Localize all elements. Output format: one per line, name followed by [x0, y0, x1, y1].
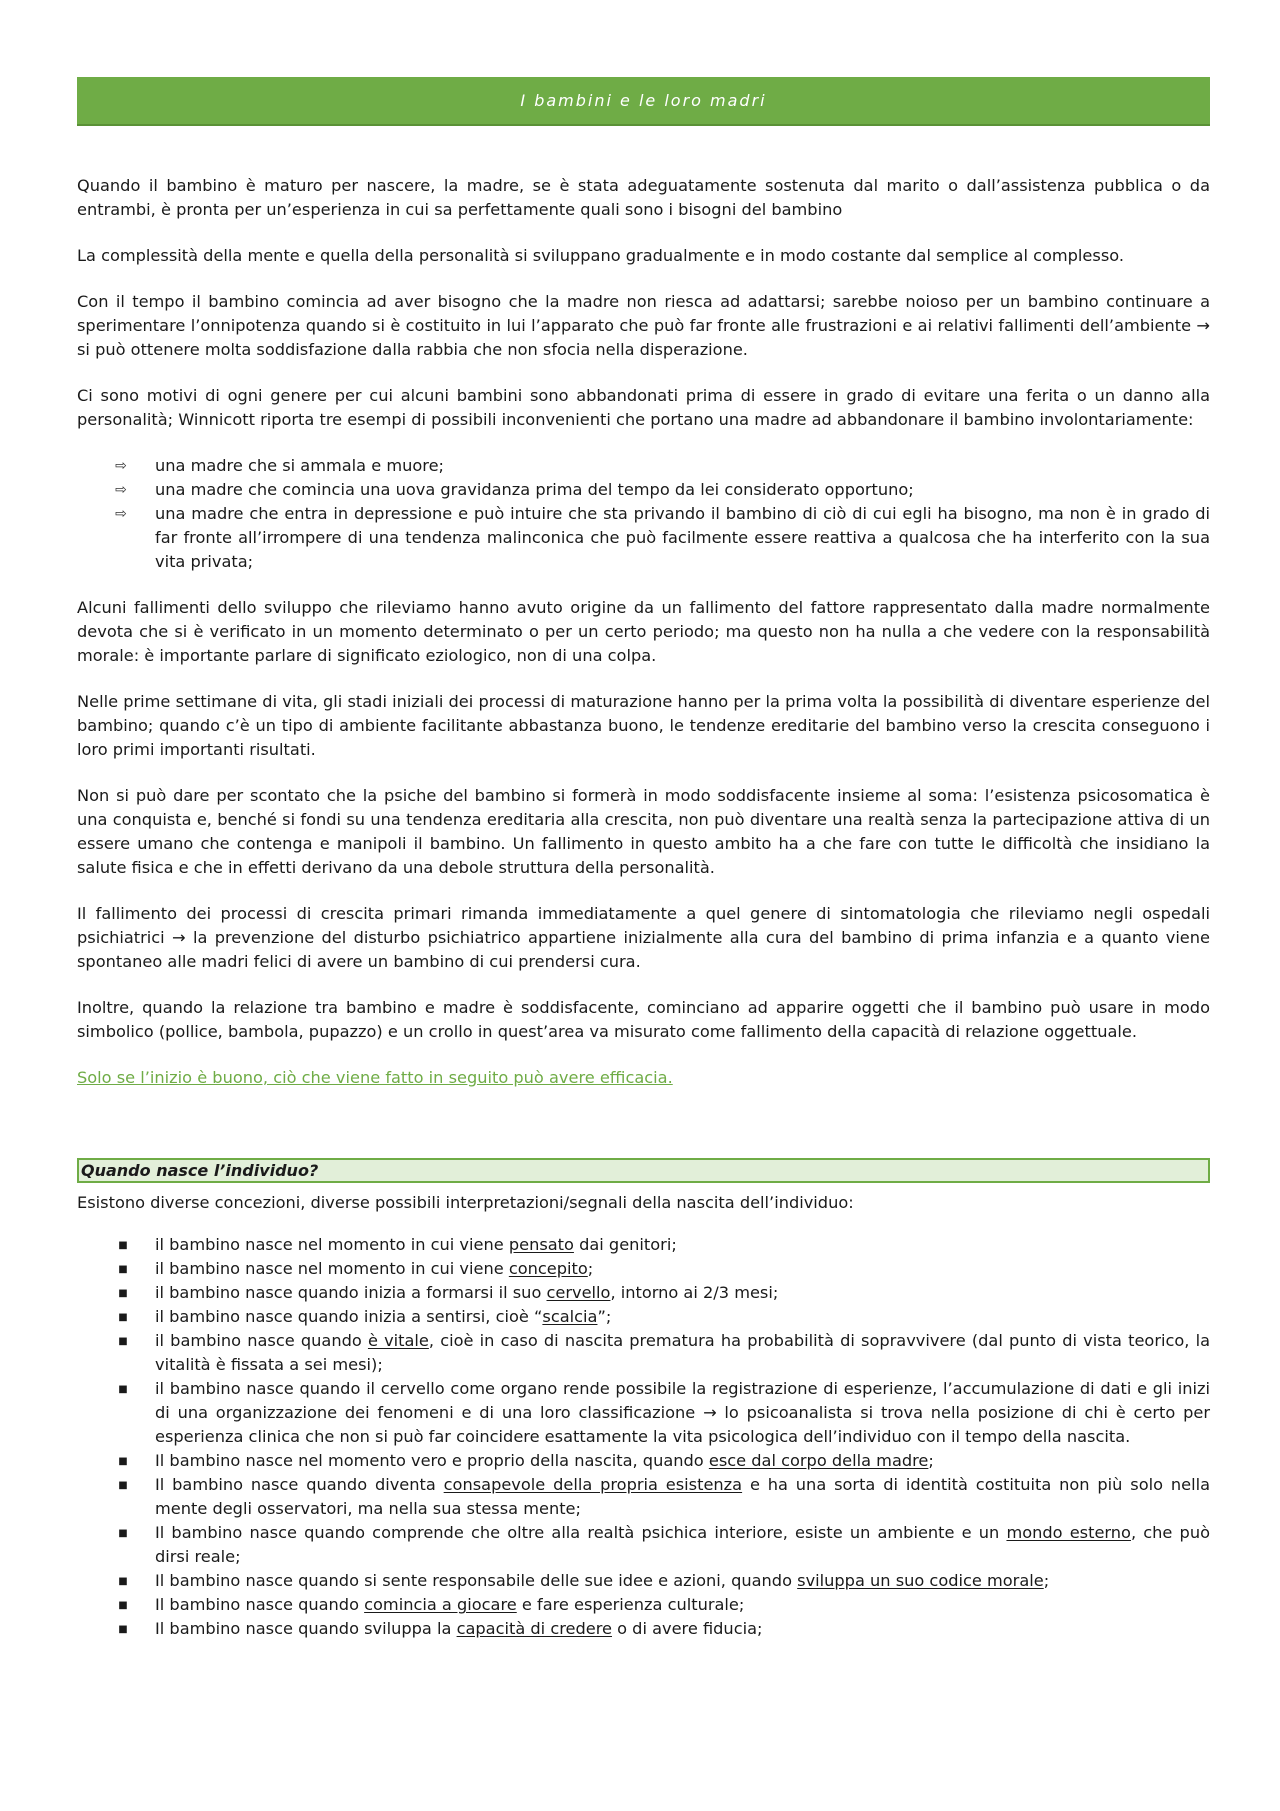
paragraph-7: Non si può dare per scontato che la psiche del bambino si formerà in modo soddisfacente insieme al soma: l’esistenza psicosomatica è una conquista e, benché si fondi su una tendenza ereditaria alla crescita, non può diventare una realtà senza la partecipazione attiva di un essere umano che contenga e manipoli il bambino. Un fallimento in questo ambito ha a che fare con tutte le difficoltà che insidiano la salute fisica e che in effetti derivano da una debole struttura della personalità. — [77, 786, 1210, 877]
closing-statement: Solo se l’inizio è buono, ciò che viene fatto in seguito può avere efficacia. — [77, 1068, 673, 1087]
square-bullet-icon: ■ — [118, 1312, 128, 1323]
arrow-bullet-icon: ⇨ — [115, 482, 127, 498]
list-item: ■ Il bambino nasce quando comprende che oltre alla realtà psichica interiore, esiste un ambiente e un mondo esterno, che può dirsi reale; — [155, 1521, 1210, 1569]
list-item: ■ il bambino nasce quando è vitale, cioè in caso di nascita prematura ha probabilità di sopravvivere (dal punto di vista teorico, la vitalità è fissata a sei mesi); — [155, 1329, 1210, 1377]
square-bullet-icon: ■ — [118, 1576, 128, 1587]
arrow-bullet-icon: ⇨ — [115, 458, 127, 474]
list-item: ■ il bambino nasce quando il cervello come organo rende possibile la registrazione di esperienze, l’accumulazione di dati e gli inizi di una organizzazione dei fenomeni e di una loro classificazione → lo psicoanalista si trova nella posizione di chi è certo per esperienza clinica che non si può far coincidere esattamente la vita psicologica dell’individuo con il tempo della nascita. — [155, 1377, 1210, 1449]
birth-list — [77, 1233, 1210, 1641]
paragraph-1: Quando il bambino è maturo per nascere, la madre, se è stata adeguatamente sostenuta dal marito o dall’assistenza pubblica o da entrambi, è pronta per un’esperienza in cui sa perfettamente quali sono i bisogni del bambino — [77, 176, 1210, 219]
list-item: ■ il bambino nasce nel momento in cui viene concepito; — [155, 1257, 1210, 1281]
list-item: ■ Il bambino nasce quando diventa consapevole della propria esistenza e ha una sorta di identità costituita non più solo nella mente degli osservatori, ma nella sua stessa mente; — [155, 1473, 1210, 1521]
list-item: ■ Il bambino nasce quando sviluppa la capacità di credere o di avere fiducia; — [155, 1617, 1210, 1641]
square-bullet-icon: ■ — [118, 1264, 128, 1275]
document-page — [77, 77, 1210, 1663]
header-bar — [77, 77, 1210, 126]
square-bullet-icon: ■ — [118, 1288, 128, 1299]
list-item: ⇨ una madre che si ammala e muore; — [155, 454, 1210, 478]
underlined-term: pensato — [508, 1235, 574, 1254]
paragraph-8: Il fallimento dei processi di crescita primari rimanda immediatamente a quel genere di sintomatologia che rileviamo negli ospedali psichiatrici → la prevenzione del disturbo psichiatrico appartiene inizialmente alla cura del bambino di prima infanzia e a quanto viene spontaneo alle madri felici di avere un bambino di cui prendersi cura. — [77, 904, 1210, 971]
underlined-term: comincia a giocare — [364, 1595, 517, 1614]
list-item: ■ il bambino nasce nel momento in cui viene pensato dai genitori; — [155, 1233, 1210, 1257]
square-bullet-icon: ■ — [118, 1456, 128, 1467]
underlined-term: scalcia — [542, 1307, 598, 1326]
underlined-term: concepito — [508, 1259, 588, 1278]
arrow-bullet-icon: ⇨ — [115, 506, 127, 522]
section-title: Quando nasce l’individuo? — [81, 1160, 319, 1180]
paragraph-3: Con il tempo il bambino comincia ad aver bisogno che la madre non riesca ad adattarsi; sarebbe noioso per un bambino continuare a sperimentare l’onnipotenza quando si è costituito in lui l’apparato che può far fronte alle frustrazioni e ai relativi fallimenti dell’ambiente → si può ottenere molta soddisfazione dalla rabbia che non sfocia nella disperazione. — [77, 292, 1210, 359]
square-bullet-icon: ■ — [118, 1336, 128, 1347]
section-intro: Esistono diverse concezioni, diverse possibili interpretazioni/segnali della nascita dell’individuo: — [77, 1193, 854, 1212]
paragraph-6: Nelle prime settimane di vita, gli stadi iniziali dei processi di maturazione hanno per la prima volta la possibilità di diventare esperienze del bambino; quando c’è un tipo di ambiente facilitante abbastanza buono, le tendenze ereditarie del bambino verso la crescita conseguono i loro primi importanti risultati. — [77, 692, 1210, 759]
square-bullet-icon: ■ — [118, 1624, 128, 1635]
underlined-term: capacità di credere — [456, 1619, 612, 1638]
list-item: ⇨ una madre che entra in depressione e può intuire che sta privando il bambino di ciò di cui egli ha bisogno, ma non è in grado di far fronte all’irrompere di una tendenza malinconica che può facilmente essere reattiva a qualcosa che ha interferito con la sua vita privata; — [155, 502, 1210, 574]
abandon-list — [77, 454, 1210, 574]
underlined-term: sviluppa un suo codice morale — [797, 1571, 1044, 1590]
list-item: ■ Il bambino nasce quando comincia a giocare e fare esperienza culturale; — [155, 1593, 1210, 1617]
list-item: ■ Il bambino nasce quando si sente responsabile delle sue idee e azioni, quando sviluppa un suo codice morale; — [155, 1569, 1210, 1593]
square-bullet-icon: ■ — [118, 1600, 128, 1611]
square-bullet-icon: ■ — [118, 1384, 128, 1395]
list-item: ■ Il bambino nasce nel momento vero e proprio della nascita, quando esce dal corpo della madre; — [155, 1449, 1210, 1473]
document-body — [77, 174, 1210, 1641]
paragraph-9: Inoltre, quando la relazione tra bambino e madre è soddisfacente, cominciano ad apparire oggetti che il bambino può usare in modo simbolico (pollice, bambola, pupazzo) e un crollo in quest’area va misurato come fallimento della capacità di relazione oggettuale. — [77, 998, 1210, 1041]
underlined-term: è vitale — [367, 1331, 429, 1350]
underlined-term: consapevole della propria esistenza — [443, 1475, 743, 1494]
paragraph-5: Alcuni fallimenti dello sviluppo che rileviamo hanno avuto origine da un fallimento del fattore rappresentato dalla madre normalmente devota che si è verificato in un momento determinato o per un certo periodo; ma questo non ha nulla a che vedere con la responsabilità morale: è importante parlare di significato eziologico, non di una colpa. — [77, 598, 1210, 665]
list-item: ■ il bambino nasce quando inizia a formarsi il suo cervello, intorno ai 2/3 mesi; — [155, 1281, 1210, 1305]
list-item: ■ il bambino nasce quando inizia a sentirsi, cioè “scalcia”; — [155, 1305, 1210, 1329]
square-bullet-icon: ■ — [118, 1528, 128, 1539]
square-bullet-icon: ■ — [118, 1480, 128, 1491]
underlined-term: cervello — [546, 1283, 611, 1302]
page-title: I bambini e le loro madri — [520, 91, 767, 110]
paragraph-4: Ci sono motivi di ogni genere per cui alcuni bambini sono abbandonati prima di essere in grado di evitare una ferita o un danno alla personalità; Winnicott riporta tre esempi di possibili inconvenienti che portano una madre ad abbandonare il bambino involontariamente: — [77, 386, 1210, 429]
underlined-term: esce dal corpo della madre — [708, 1451, 929, 1470]
paragraph-2: La complessità della mente e quella della personalità si sviluppano gradualmente e in modo costante dal semplice al complesso. — [77, 246, 1125, 265]
section-heading — [77, 1158, 1210, 1183]
square-bullet-icon: ■ — [118, 1240, 128, 1251]
underlined-term: mondo esterno — [1006, 1523, 1131, 1542]
list-item: ⇨ una madre che comincia una uova gravidanza prima del tempo da lei considerato opportuno; — [155, 478, 1210, 502]
